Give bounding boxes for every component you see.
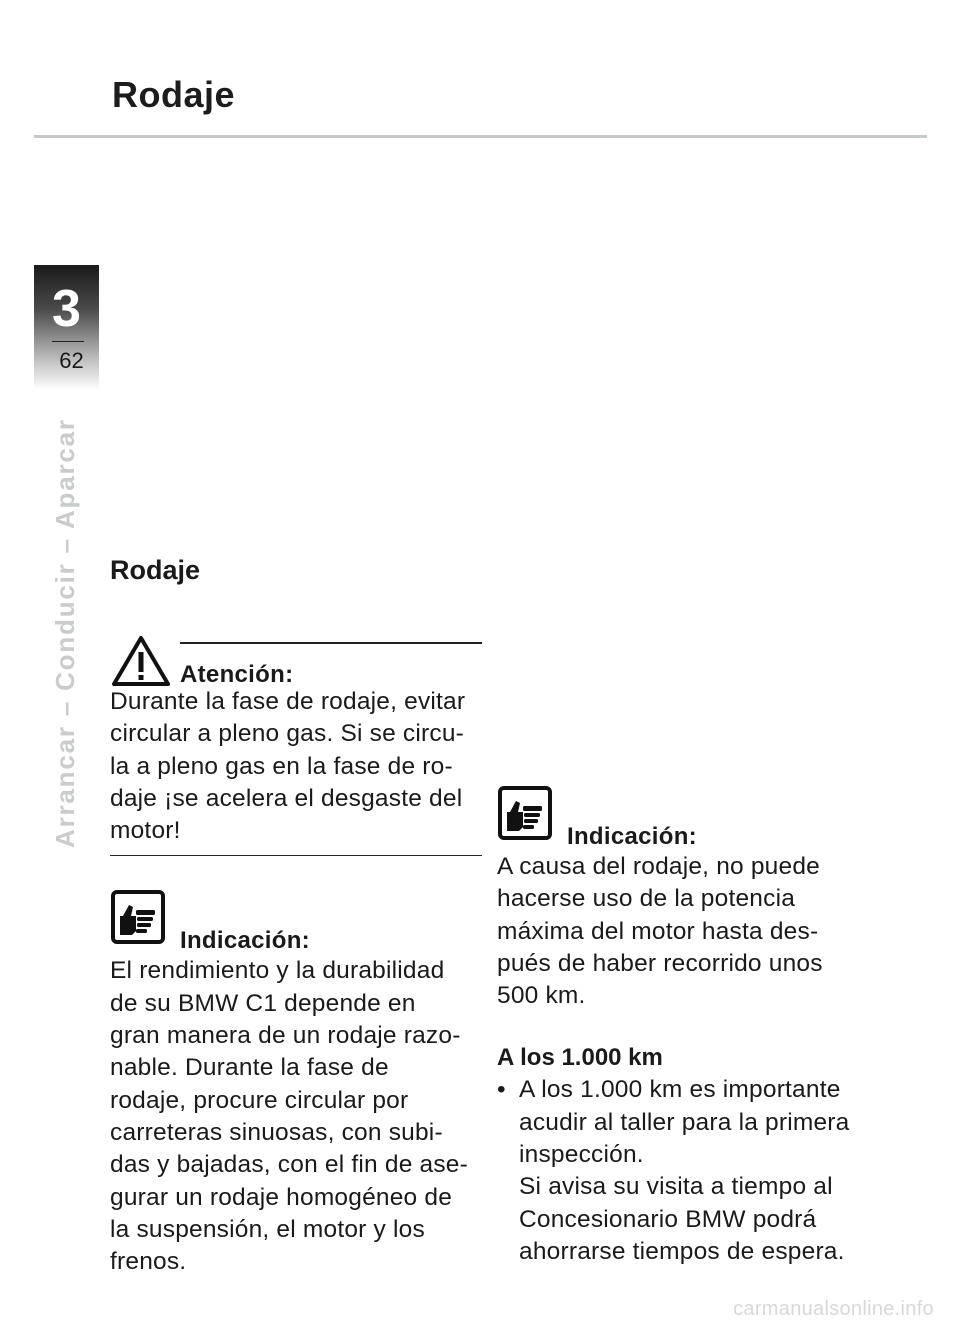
text-line: pués de haber recorrido unos — [497, 949, 823, 977]
page-number: 62 — [59, 348, 84, 373]
warning-top-rule — [180, 642, 482, 644]
text-line: gurar un rodaje homogéneo de — [110, 1183, 453, 1211]
note-text — [110, 955, 482, 1278]
note-text — [497, 851, 887, 1012]
text-line: daje ¡se acelera el desgaste del — [110, 784, 463, 812]
text-line: Si avisa su visita a tiempo al — [519, 1173, 833, 1201]
note-block — [497, 785, 887, 1012]
text-line: hacerse uso de la potencia — [497, 885, 796, 913]
text-line: ahorrarse tiempos de espera. — [519, 1237, 845, 1265]
text-line: frenos. — [110, 1248, 187, 1276]
text-line: circular a pleno gas. Si se circu- — [110, 720, 465, 748]
page-title: Rodaje — [112, 74, 236, 115]
text-line: nable. Durante la fase de — [110, 1054, 389, 1082]
note-block — [110, 889, 482, 1278]
text-line: A causa del rodaje, no puede — [497, 853, 820, 880]
text-line: la a pleno gas en la fase de ro- — [110, 752, 453, 780]
text-line: das y bajadas, con el fin de ase- — [110, 1151, 468, 1179]
text-line: A los 1.000 km es importante — [519, 1076, 841, 1104]
text-line: carreteras sinuosas, con subi- — [110, 1118, 443, 1146]
bullet-text — [519, 1074, 887, 1268]
right-column — [497, 785, 887, 1268]
text-line: máxima del motor hasta des- — [497, 917, 819, 945]
chapter-number: 3 — [52, 280, 81, 338]
section-heading: Rodaje — [110, 555, 201, 585]
bullet-item — [497, 1074, 887, 1268]
warning-label: Atención: — [180, 661, 294, 688]
left-column — [110, 555, 482, 1278]
note-label: Indicación: — [567, 823, 697, 850]
text-line: motor! — [110, 817, 181, 845]
side-chapter-title: Arrancar – Conducir – Aparcar — [50, 418, 80, 848]
warning-text — [110, 686, 482, 856]
chapter-tab — [34, 265, 99, 390]
text-line: acudir al taller para la primera — [519, 1108, 850, 1136]
warning-triangle-icon — [110, 634, 172, 690]
text-line: Concesionario BMW podrá — [519, 1205, 817, 1233]
header-rule — [34, 135, 927, 138]
watermark: carmanualsonline.info — [733, 1298, 934, 1320]
warning-block — [110, 634, 482, 856]
chapter-divider — [52, 341, 84, 342]
pointing-hand-note-icon — [497, 785, 553, 841]
text-line: la suspensión, el motor y los — [110, 1215, 425, 1243]
text-line: de su BMW C1 depende en — [110, 989, 416, 1017]
text-line: rodaje, procure circular por — [110, 1086, 409, 1114]
note-label: Indicación: — [180, 927, 310, 955]
bullet-dot: • — [497, 1076, 506, 1104]
pointing-hand-note-icon — [110, 889, 166, 945]
text-line: 500 km. — [497, 982, 586, 1010]
text-line: El rendimiento y la durabilidad — [110, 957, 445, 985]
text-line: inspección. — [519, 1141, 644, 1169]
text-line: Durante la fase de rodaje, evitar — [110, 688, 466, 715]
text-line: gran manera de un rodaje razo- — [110, 1022, 461, 1050]
subheading-1000km: A los 1.000 km — [497, 1044, 663, 1072]
